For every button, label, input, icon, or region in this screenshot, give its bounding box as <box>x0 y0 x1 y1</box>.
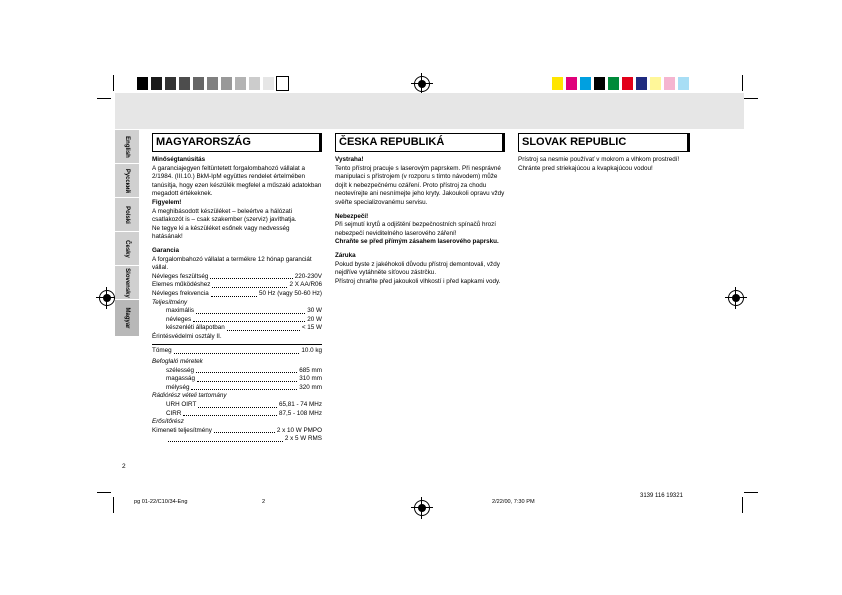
crop-mark <box>744 98 758 99</box>
gray-swatch <box>221 77 232 90</box>
paragraph: Ne tegye ki a készüléket esőnek vagy nedvesség hatásának! <box>152 224 290 241</box>
subheading: Teljesítmény <box>152 298 188 306</box>
spec-row: Elemes működéshez 2 X AA/R06 <box>152 281 322 289</box>
heading: Nebezpečí! <box>335 212 369 220</box>
tab-slovak[interactable]: Slovensky <box>115 265 139 300</box>
footer-filename: pg 01-22/C10/34-Eng <box>134 499 188 505</box>
subheading: Erősítőrész <box>152 418 184 426</box>
section-slovak <box>518 133 690 173</box>
spec-row: Névleges feszültség 220-230V <box>152 272 322 280</box>
gray-swatch <box>179 77 190 90</box>
spec-row: magasság 310 mm <box>166 375 322 383</box>
color-swatch <box>552 77 563 90</box>
paragraph: Érintésvédelmi osztály II. <box>152 332 222 340</box>
spec-row: 2 x 5 W RMS <box>152 435 322 444</box>
tab-magyar[interactable]: Magyar <box>115 299 139 336</box>
heading: Záruka <box>335 251 356 259</box>
registration-mark-icon <box>414 76 430 92</box>
header-band <box>115 93 744 129</box>
spec-row: Tömeg 10.0 kg <box>152 347 322 355</box>
heading: Vystraha! <box>335 156 364 163</box>
crop-mark <box>742 75 743 91</box>
footer-date: 2/22/00, 7:30 PM <box>492 499 535 505</box>
color-swatch <box>622 77 633 90</box>
tab-english[interactable]: English <box>115 129 139 164</box>
gray-swatch <box>151 77 162 90</box>
spec-row: szélesség 685 mm <box>166 366 322 374</box>
subheading: Rádiórész vételi tartomány <box>152 392 227 400</box>
section-title: MAGYARORSZÁG <box>152 133 322 152</box>
crop-mark <box>97 492 111 493</box>
tab-czech[interactable]: Česky <box>115 231 139 266</box>
color-swatch <box>636 77 647 90</box>
gray-swatch <box>263 77 274 90</box>
page-number: 2 <box>122 463 126 470</box>
spec-row: Kimeneti teljesítmény 2 x 10 W PMPO <box>152 426 322 434</box>
subheading: Befoglaló méretek <box>152 358 203 366</box>
section-title: ČESKA REPUBLIKÁ <box>335 133 505 152</box>
section-title: SLOVAK REPUBLIC <box>518 133 690 152</box>
spec-row: CIRR 87,5 - 108 MHz <box>166 409 322 417</box>
heading: Figyelem! <box>152 198 182 206</box>
spec-row: maximális 30 W <box>166 307 322 315</box>
section-czech <box>335 133 505 286</box>
color-swatch <box>664 77 675 90</box>
spec-row: névleges 20 W <box>166 315 322 323</box>
paragraph: Při sejmutí krytů a odjištění bezpečnostních spínačů hrozí nebezpečí neviditelného laserového záření! <box>335 221 497 237</box>
color-swatch <box>580 77 591 90</box>
heading: Garancia <box>152 246 179 254</box>
paragraph: Chraňte se před přímým zásahem laserového paprsku. <box>335 238 499 246</box>
gray-swatch <box>137 77 148 90</box>
heading: Minőségtanúsítás <box>152 156 206 163</box>
color-swatch <box>594 77 605 90</box>
gray-swatch <box>235 77 246 90</box>
spec-row: mélység 320 mm <box>166 383 322 391</box>
spec-row: URH OIRT 65,81 - 74 MHz <box>166 401 322 409</box>
footer-page: 2 <box>262 499 266 505</box>
color-swatch <box>650 77 661 90</box>
registration-mark-icon <box>728 290 744 306</box>
gray-swatch <box>249 77 260 90</box>
paragraph: Přístroj chraňte před jakoukoli vlhkostí i před kapkami vody. <box>335 277 501 285</box>
tab-russian[interactable]: Русский <box>115 163 139 198</box>
crop-mark <box>742 497 743 513</box>
color-swatch <box>608 77 619 90</box>
footer-code: 3139 116 19321 <box>640 493 683 499</box>
paragraph: Tento přístroj pracuje s laserovým paprskem. Při nesprávné manipulaci s přístrojem (v rozporu s tímto návodem) může dojít k nebezpečnému ozáření. Proto přístroj za chodu neotevírejte ani nesnímejte jeho kryty. Jakoukoli opravu vždy svěřte specializovanému servisu. <box>335 164 505 206</box>
language-tabs <box>115 129 139 329</box>
paragraph: Prístroj sa nesmie používať v mokrom a vlhkom prostredí! Chránte pred striekajúcou a kvapkajúcou vodou! <box>518 156 680 172</box>
gray-swatch <box>193 77 204 90</box>
spec-row: Névleges frekvencia 50 Hz (vagy 50-60 Hz) <box>152 289 322 297</box>
color-swatch <box>566 77 577 90</box>
spec-row: készenléti állapotban < 15 W <box>166 324 322 332</box>
paragraph: A garanciajegyen feltüntetett forgalombahozó vállalat a 2/1984. (III.10.) BkM-IpM együttes rendelet értelmében tanúsítja, hogy ezen készülék megfelel a műszaki adatokban megadott értékeknek. <box>152 164 322 198</box>
paragraph: A forgalombahozó vállalat a termékre 12 hónap garanciát vállal. <box>152 255 312 272</box>
gray-swatch <box>277 77 288 90</box>
crop-mark <box>97 98 111 99</box>
registration-mark-icon <box>414 500 430 516</box>
gray-swatch <box>165 77 176 90</box>
crop-mark <box>113 75 114 91</box>
paragraph: Pokud byste z jakéhokoli důvodu přístroj demontovali, vždy nejdříve vytáhněte síťovou zástrčku. <box>335 260 500 277</box>
color-swatch <box>678 77 689 90</box>
tab-polish[interactable]: Polski <box>115 197 139 232</box>
crop-mark <box>113 497 114 513</box>
crop-mark <box>744 492 758 493</box>
registration-mark-icon <box>99 290 115 306</box>
gray-swatch <box>207 77 218 90</box>
paragraph: A meghibásodott készüléket – beleértve a hálózati csatlakozót is – csak szakember (szerviz) javíthatja. <box>152 207 297 224</box>
section-magyar <box>152 133 322 444</box>
